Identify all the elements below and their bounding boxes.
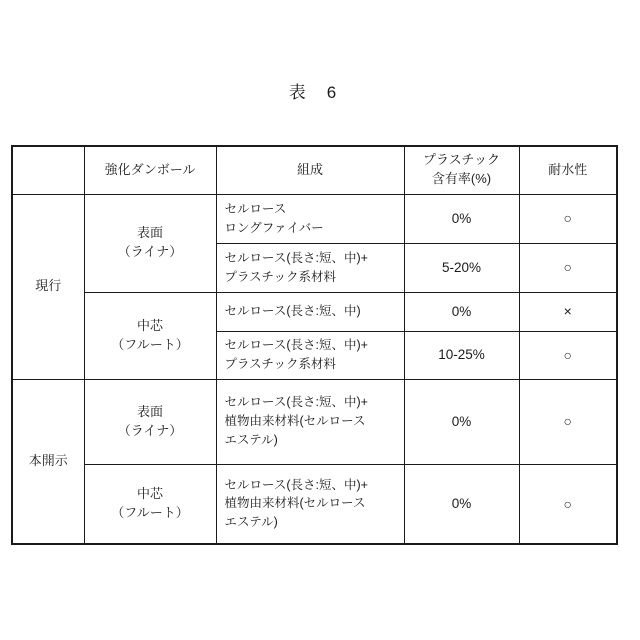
water-resistance-cell: ○	[519, 464, 617, 544]
water-resistance-cell: ○	[519, 194, 617, 243]
plastic-content-cell: 10-25%	[404, 331, 519, 379]
table-row	[12, 194, 617, 243]
table-row	[12, 292, 617, 331]
water-resistance-cell: ○	[519, 243, 617, 292]
header-water-resistance: 耐水性	[519, 146, 617, 194]
plastic-content-cell: 0%	[404, 194, 519, 243]
composition-cell: セルロース(長さ:短、中)+ プラスチック系材料	[216, 243, 404, 292]
header-reinforced-cardboard: 強化ダンボール	[84, 146, 216, 194]
part-label-flute: 中芯 （フルート）	[84, 464, 216, 544]
composition-cell: セルロース(長さ:短、中)+ 植物由来材料(セルロース エステル)	[216, 379, 404, 464]
group-label-current: 現行	[12, 194, 84, 379]
composition-cell: セルロース(長さ:短、中)+ 植物由来材料(セルロース エステル)	[216, 464, 404, 544]
part-label-liner: 表面 （ライナ）	[84, 379, 216, 464]
composition-cell: セルロース ロングファイバー	[216, 194, 404, 243]
part-label-flute: 中芯 （フルート）	[84, 292, 216, 379]
table-row	[12, 379, 617, 464]
composition-cell: セルロース(長さ:短、中)	[216, 292, 404, 331]
composition-cell: セルロース(長さ:短、中)+ プラスチック系材料	[216, 331, 404, 379]
water-resistance-cell: ○	[519, 379, 617, 464]
plastic-content-cell: 0%	[404, 379, 519, 464]
water-resistance-cell: ○	[519, 331, 617, 379]
water-resistance-cell: ×	[519, 292, 617, 331]
group-label-disclosure: 本開示	[12, 379, 84, 544]
header-corner-cell	[12, 146, 84, 194]
header-row	[12, 146, 617, 194]
table-6	[11, 145, 618, 545]
header-plastic-content: プラスチック 含有率(%)	[404, 146, 519, 194]
plastic-content-cell: 0%	[404, 464, 519, 544]
table-row	[12, 464, 617, 544]
plastic-content-cell: 5-20%	[404, 243, 519, 292]
plastic-content-cell: 0%	[404, 292, 519, 331]
part-label-liner: 表面 （ライナ）	[84, 194, 216, 292]
header-composition: 組成	[216, 146, 404, 194]
table-title: 表 6	[288, 83, 339, 102]
